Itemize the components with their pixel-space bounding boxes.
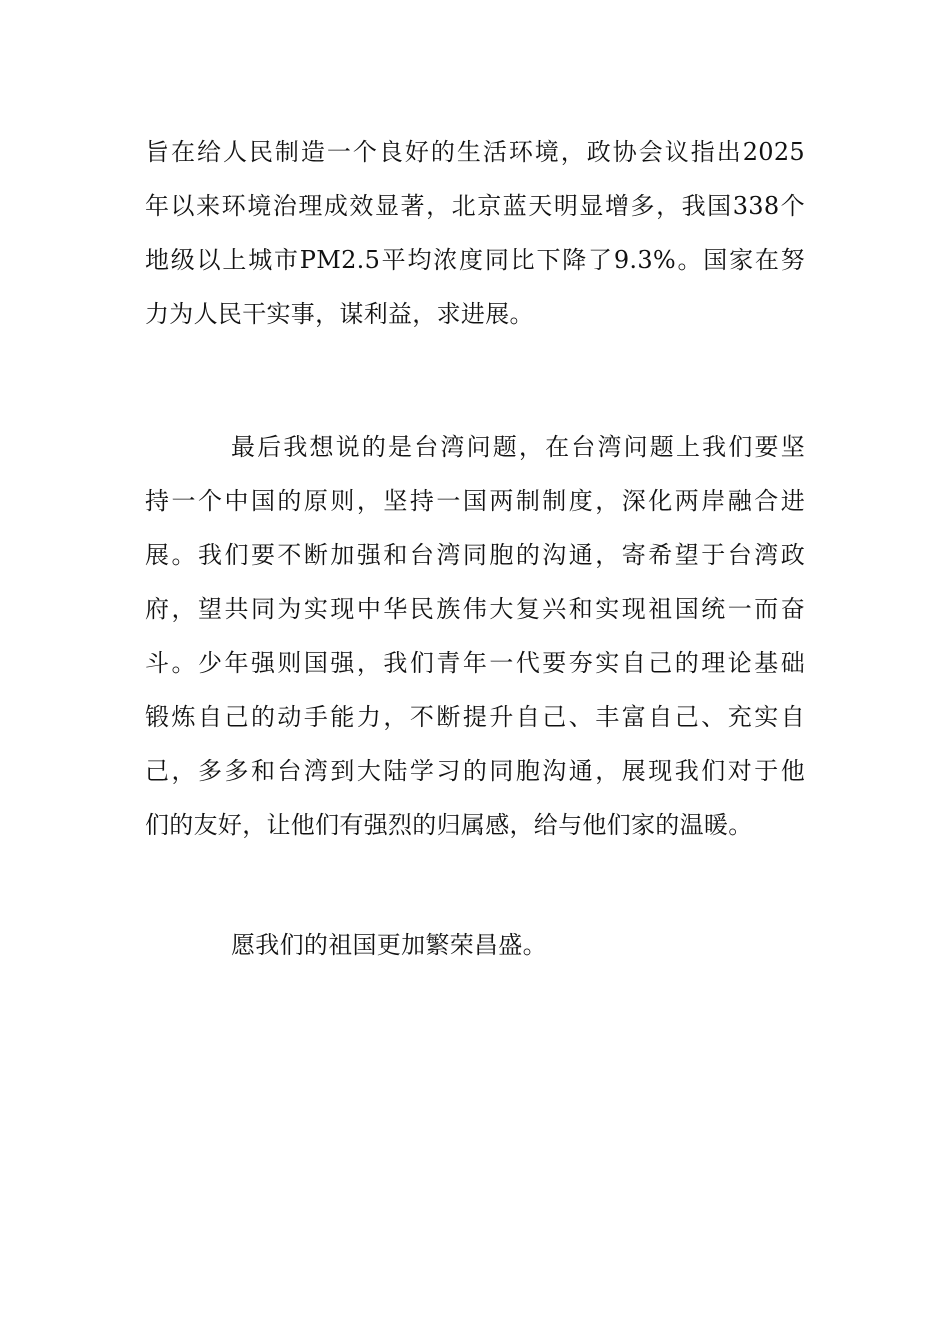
paragraph-line: 锻炼自己的动手能力，不断提升自己、丰富自己、充实自 bbox=[145, 703, 805, 731]
paragraph-line: 持一个中国的原则，坚持一国两制制度，深化两岸融合进 bbox=[145, 487, 805, 515]
paragraph-closing bbox=[145, 918, 805, 972]
paragraph-line: 最后我想说的是台湾问题，在台湾问题上我们要坚 bbox=[231, 433, 805, 461]
paragraph-line: 府，望共同为实现中华民族伟大复兴和实现祖国统一而奋 bbox=[145, 595, 805, 623]
paragraph-line: 斗。少年强则国强，我们青年一代要夯实自己的理论基础 bbox=[145, 649, 805, 677]
paragraph-taiwan bbox=[145, 420, 805, 852]
paragraph-line: 地级以上城市PM2.5平均浓度同比下降了9.3%。国家在努 bbox=[145, 246, 805, 274]
paragraph-line: 年以来环境治理成效显著，北京蓝天明显增多，我国338个 bbox=[145, 192, 805, 220]
paragraph-line: 愿我们的祖国更加繁荣昌盛。 bbox=[231, 931, 547, 959]
paragraph-environment bbox=[145, 125, 805, 341]
paragraph-line: 力为人民干实事，谋利益，求进展。 bbox=[145, 300, 534, 328]
paragraph-line: 己，多多和台湾到大陆学习的同胞沟通，展现我们对于他 bbox=[145, 757, 805, 785]
paragraph-line: 展。我们要不断加强和台湾同胞的沟通，寄希望于台湾政 bbox=[145, 541, 805, 569]
paragraph-line: 旨在给人民制造一个良好的生活环境，政协会议指出2025 bbox=[145, 138, 805, 166]
paragraph-line: 们的友好，让他们有强烈的归属感，给与他们家的温暖。 bbox=[145, 811, 753, 839]
